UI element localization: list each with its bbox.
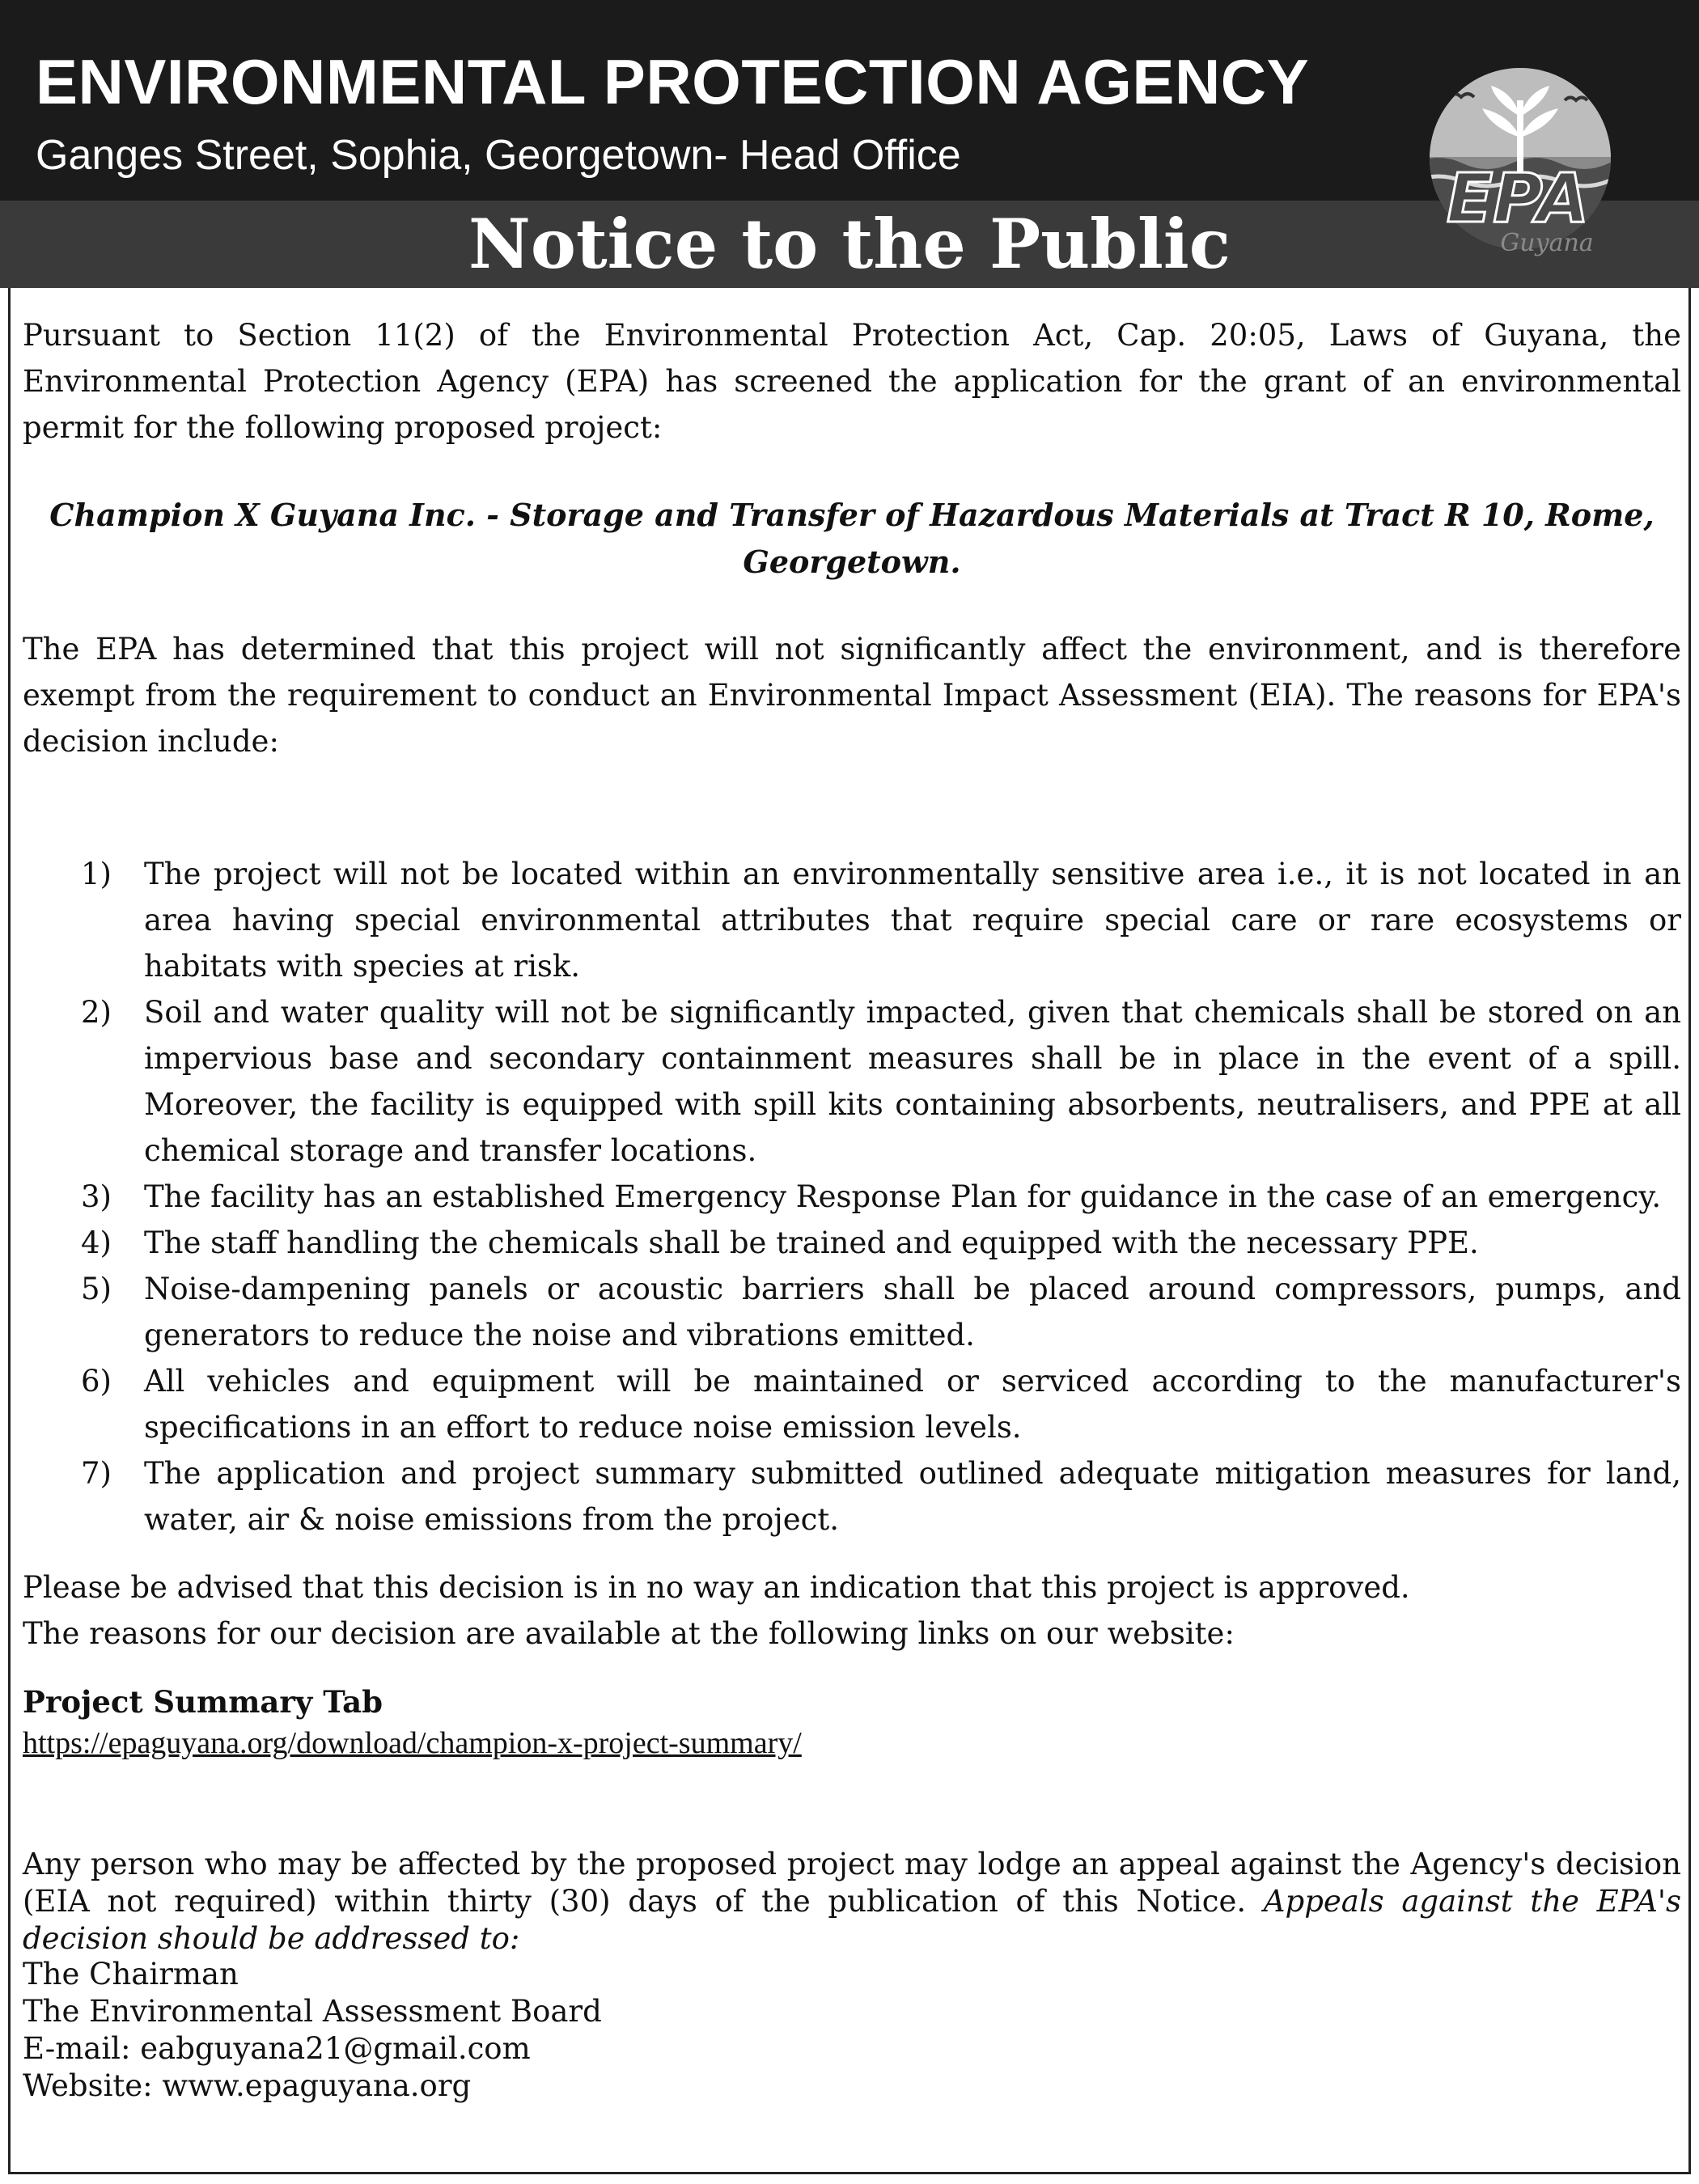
reason-text: Noise-dampening panels or acoustic barriers shall be placed around compressors, pumps, and generators to reduce the noise and vibrations emitted. xyxy=(144,1272,1681,1352)
project-summary-link[interactable]: https://epaguyana.org/download/champion-x-project-summary/ xyxy=(23,1726,802,1760)
reason-number: 4) xyxy=(81,1225,112,1260)
agency-name: ENVIRONMENTAL PROTECTION AGENCY xyxy=(36,46,1310,117)
contact-website[interactable]: Website: www.epaguyana.org xyxy=(23,2068,472,2103)
reason-item xyxy=(23,989,1681,1174)
reason-item xyxy=(23,1174,1681,1220)
summary-heading: Project Summary Tab xyxy=(23,1684,383,1720)
reason-item xyxy=(23,1266,1681,1358)
reason-number: 7) xyxy=(81,1456,112,1491)
reason-item xyxy=(23,851,1681,989)
reason-text: Soil and water quality will not be significantly impacted, given that chemicals shall be stored on an impervious base and secondary containment measures shall be in place in the event of a spill. Moreover, the facility is equipped with spill kits containing absorbents, neutralisers, and PPE at all chemical storage and transfer locations. xyxy=(144,995,1681,1168)
reason-text: The application and project summary submitted outlined adequate mitigation measures for land, water, air & noise emissions from the project. xyxy=(144,1456,1681,1537)
logo-subtext: Guyana xyxy=(1500,229,1594,257)
contact-block xyxy=(23,1956,1681,2105)
reason-number: 6) xyxy=(81,1364,112,1399)
contact-board: The Environmental Assessment Board xyxy=(23,1994,602,2029)
agency-address: Ganges Street, Sophia, Georgetown- Head Office xyxy=(36,132,961,179)
reason-number: 1) xyxy=(81,857,112,891)
notice-title: Notice to the Public xyxy=(468,204,1231,284)
reason-item xyxy=(23,1220,1681,1266)
reason-text: All vehicles and equipment will be maintained or serviced according to the manufacturer's specifications in an effort to reduce noise emission levels. xyxy=(144,1364,1681,1445)
reason-number: 3) xyxy=(81,1179,112,1214)
summary-link-row xyxy=(23,1723,1681,1770)
logo-text: EPA xyxy=(1446,159,1590,238)
reason-number: 5) xyxy=(81,1272,112,1306)
reasons-list xyxy=(23,851,1681,1543)
intro-paragraph: Pursuant to Section 11(2) of the Environmental Protection Act, Cap. 20:05, Laws of Guyana, the Environmental Protection Agency (EPA) has screened the application for the grant of an environmental permit for the following proposed project: xyxy=(23,318,1681,445)
reason-text: The facility has an established Emergency Response Plan for guidance in the case of an emergency. xyxy=(144,1179,1662,1214)
advised-line-1: Please be advised that this decision is in no way an indication that this project is approved. xyxy=(23,1570,1410,1605)
project-title: Champion X Guyana Inc. - Storage and Transfer of Hazardous Materials at Tract R 10, Rome, Georgetown. xyxy=(49,497,1655,580)
reason-text: The project will not be located within an environmentally sensitive area i.e., it is not located in an area having special environmental attributes that require special care or rare ecosystems or habitats with species at risk. xyxy=(144,857,1681,984)
advised-paragraph xyxy=(23,1564,1681,1657)
appeal-text: Any person who may be affected by the proposed project may lodge an appeal against the Agency's decision (EIA not required) within thirty (30) days of the publication of this Notice. xyxy=(23,1847,1681,1919)
advised-line-2: The reasons for our decision are available at the following links on our website: xyxy=(23,1616,1235,1651)
contact-chairman: The Chairman xyxy=(23,1957,239,1991)
reason-number: 2) xyxy=(81,995,112,1030)
reason-text: The staff handling the chemicals shall be trained and equipped with the necessary PPE. xyxy=(144,1225,1479,1260)
appeal-paragraph xyxy=(23,1846,1681,1958)
contact-email[interactable]: E-mail: eabguyana21@gmail.com xyxy=(23,2031,531,2066)
reason-item xyxy=(23,1450,1681,1543)
epa-logo-icon xyxy=(1414,68,1626,259)
reason-item xyxy=(23,1358,1681,1450)
appeal-italic: Appeals against the EPA's decision should be addressed to: xyxy=(23,1884,1681,1956)
determination-paragraph: The EPA has determined that this project will not significantly affect the environment, and is therefore exempt from the requirement to conduct an Environmental Impact Assessment (EIA). The reasons for EPA's decision include: xyxy=(23,632,1681,759)
